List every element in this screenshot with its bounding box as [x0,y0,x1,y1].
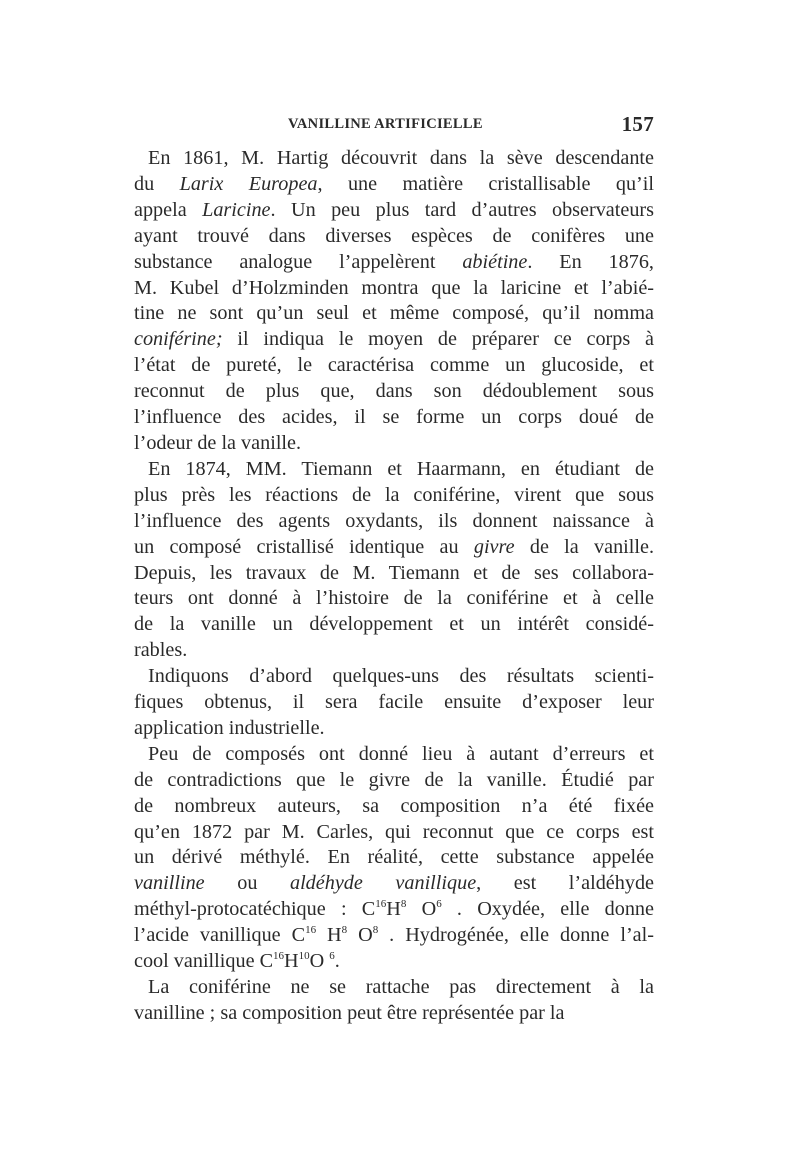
text-segment: rables. [134,639,188,662]
text-line [134,612,654,638]
text-segment: de la vanille. [514,535,654,558]
text-segment: O [347,924,373,947]
text-line [134,561,654,587]
paragraph [134,742,654,975]
text-segment: appela [134,198,203,221]
text-segment: il indiqua le moyen de préparer ce corps à [222,328,654,351]
text-line [134,794,654,820]
text-segment: de la vanille un développement et un intérêt considé- [134,613,654,636]
text-segment: l’acide vanillique C [134,924,306,947]
text-line [134,457,654,483]
text-line [134,483,654,509]
text-line [134,172,654,198]
text-segment: ou [204,872,290,895]
text-segment: de nombreux auteurs, sa composition n’a été fixée [134,794,654,817]
italic-text: Laricine [202,198,271,221]
text-segment: , une matière cristallisable qu’il [317,172,654,195]
text-line [134,146,654,172]
text-segment: M. Kubel d’Holzminden montra que la laricine et l’abié- [134,276,654,299]
text-line [134,224,654,250]
text-line [134,431,654,457]
text-line [134,276,654,302]
paragraph [134,975,654,1027]
text-line [134,638,654,664]
superscript: 8 [400,898,407,911]
text-segment: . Hydrogénée, elle donne l’al- [378,924,654,947]
italic-text: coniférine; [134,328,223,351]
text-line [134,949,654,975]
text-segment: La coniférine ne se rattache pas directement à la [148,976,654,998]
superscript: 16 [375,898,387,911]
text-line [134,509,654,535]
superscript: 6 [329,950,335,963]
text-segment: Indiquons d’abord quelques-uns des résultats scienti- [148,665,654,688]
text-segment: Depuis, les travaux de M. Tiemann et de ses collabora- [134,561,654,584]
text-segment: , est l’aldéhyde [476,872,654,895]
text-segment: . Oxydée, elle donne [441,898,654,921]
text-segment: . Un peu plus tard d’autres observateurs [270,198,654,221]
text-segment: méthyl-protocatéchique : C [134,898,376,921]
text-line [134,535,654,561]
paragraph [134,664,654,742]
text-line [134,664,654,690]
italic-text: abiétine [462,250,528,273]
running-head [134,112,654,142]
running-title: VANILLINE ARTIFICIELLE [288,116,483,132]
text-segment: Peu de composés ont donné lieu à autant d’erreurs et [148,742,654,765]
superscript: 16 [305,924,317,937]
text-segment: tine ne sont qu’un seul et même composé, qu’il nomma [134,302,654,325]
superscript: 6 [436,898,442,911]
text-line [134,845,654,871]
text-segment: En 1874, MM. Tiemann et Haarmann, en étudiant de [148,457,654,480]
text-segment: l’influence des acides, il se forme un corps doué de [134,406,654,429]
text-line [134,198,654,224]
text-segment: . En 1876, [527,250,654,273]
text-line [134,716,654,742]
italic-text: vanilline [134,872,205,895]
text-segment: vanilline ; sa composition peut être représentée par la [134,1001,565,1024]
paragraph [134,457,654,664]
text-segment: un dérivé méthylé. En réalité, cette substance appelée [134,846,654,869]
text-line [134,586,654,612]
text-segment: l’influence des agents oxydants, ils donnent naissance à [134,509,654,532]
text-segment: H [284,950,299,973]
text-line [134,871,654,897]
text-segment: plus près les réactions de la coniférine, virent que sous [134,483,654,506]
text-segment: O [309,950,330,973]
text-line [134,897,654,923]
superscript: 16 [273,950,285,963]
text-segment: En 1861, M. Hartig découvrit dans la sève descendante [148,147,654,169]
text-segment: ayant trouvé dans diverses espèces de conifères une [134,224,654,247]
paragraph [134,146,654,457]
text-segment: un composé cristallisé identique au [134,535,474,558]
text-segment: qu’en 1872 par M. Carles, qui reconnut que ce corps est [134,820,654,843]
text-line [134,301,654,327]
page-number: 157 [621,112,654,136]
text-line [134,742,654,768]
text-line [134,820,654,846]
text-segment: de contradictions que le givre de la vanille. Étudié par [134,768,654,791]
text-line [134,405,654,431]
text-line [134,250,654,276]
text-segment: l’état de pureté, le caractérisa comme un glucoside, et [134,354,654,377]
italic-text: aldéhyde vanillique [289,872,477,895]
italic-text: Larix Europea [179,172,318,195]
text-segment: substance analogue l’appelèrent [134,250,463,273]
text-segment: cool vanillique C [134,950,274,973]
text-segment: O [406,898,437,921]
text-line [134,353,654,379]
superscript: 8 [372,924,379,937]
text-segment: H [316,924,342,947]
body-text [134,146,654,1027]
text-line [134,690,654,716]
text-segment: fiques obtenus, il sera facile ensuite d’exposer leur [134,691,654,714]
text-segment: du [134,172,180,195]
text-line [134,327,654,353]
superscript: 8 [341,924,348,937]
text-line [134,768,654,794]
text-line [134,975,654,1001]
text-segment: application industrielle. [134,716,325,739]
text-segment: reconnut de plus que, dans son dédoublement sous [134,380,654,403]
text-segment: H [386,898,401,921]
text-segment: teurs ont donné à l’histoire de la coniférine et à celle [134,587,654,610]
text-segment: . [334,950,340,973]
text-line [134,1001,654,1027]
text-line [134,923,654,949]
text-segment: l’odeur de la vanille. [134,431,302,454]
text-line [134,379,654,405]
italic-text: givre [473,535,515,558]
superscript: 10 [298,950,310,963]
book-page [134,112,654,1027]
